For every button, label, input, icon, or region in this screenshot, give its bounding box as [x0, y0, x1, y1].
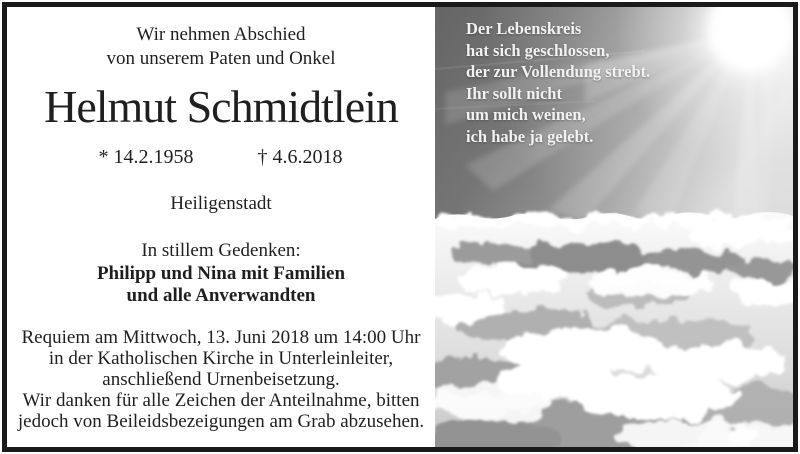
notice-inner: [7, 7, 793, 447]
intro-text: [7, 23, 435, 71]
service-line-2: in der Katholischen Kirche in Unterleinleiter,: [48, 348, 394, 369]
life-dates: [7, 146, 435, 172]
poem-line-2: hat sich geschlossen,: [466, 40, 610, 60]
service-line-3: anschließend Urnenbeisetzung.: [102, 369, 340, 390]
poem-line-1: Der Lebenskreis: [466, 19, 582, 38]
obituary-notice-frame: [2, 2, 798, 452]
poem-line-5: um mich weinen,: [466, 105, 586, 124]
poem-text: [466, 18, 650, 147]
service-line-4: Wir danken für alle Zeichen der Anteilnahme, bitten: [22, 390, 420, 411]
death-date: † 4.6.2018: [257, 146, 343, 168]
poem-line-3: der zur Vollendung strebt.: [466, 62, 651, 81]
service-line-1: Requiem am Mittwoch, 13. Juni 2018 um 14:00 Uhr: [21, 327, 421, 348]
poem-line-4: Ihr sollt nicht: [466, 83, 562, 103]
remembrance-label: In stillem Gedenken:: [141, 240, 301, 261]
place-name: Heiligenstadt: [170, 193, 272, 214]
intro-line-2: von unserem Paten und Onkel: [106, 48, 336, 69]
intro-line-1: Wir nehmen Abschied: [136, 24, 306, 45]
poem-line-6: ich habe ja gelebt.: [466, 126, 594, 146]
deceased-name: Helmut Schmidtlein: [44, 81, 398, 132]
service-info: [7, 327, 435, 432]
cloud-deck: [435, 212, 793, 447]
service-line-5: jedoch von Beileidsbezeigungen am Grab abzusehen.: [17, 411, 425, 432]
memorial-photo: [435, 7, 793, 447]
mourners-line-1: Philipp und Nina mit Familien: [96, 263, 346, 284]
mourners-names: [7, 263, 435, 307]
notice-text-column: [7, 7, 435, 447]
birth-date: * 14.2.1958: [98, 146, 194, 168]
mourners-line-2: und alle Anverwandten: [126, 285, 316, 306]
